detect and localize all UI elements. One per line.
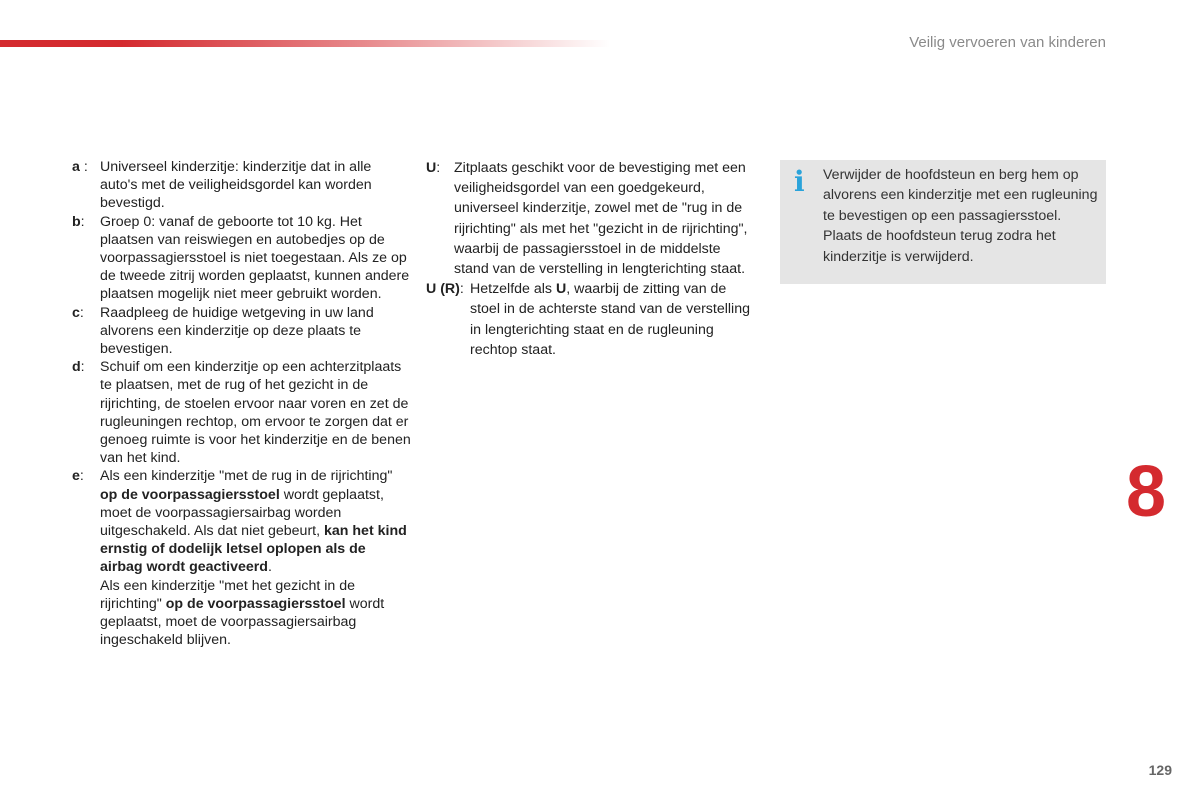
item-key: d:: [72, 359, 85, 376]
info-icon: i: [794, 165, 805, 198]
list-item-u-r: [426, 279, 756, 360]
item-key: b:: [72, 213, 85, 230]
item-text: Universeel kinderzitje: kinderzitje dat in alle auto's met de veiligheidsgordel kan worden bevestigd.: [100, 159, 372, 212]
item-text: Raadpleeg de huidige wetgeving in uw land alvorens een kinderzitje op deze plaats te bevestigen.: [100, 304, 374, 358]
item-text: Zitplaats geschikt voor de bevestiging met een veiligheidsgordel van een goedgekeurd, universeel kinderzitje, zowel met de "rug in de rijrichting" als met het "gezicht in de rijrichting", waarbij de passagiersstoel in de middelste stand van de verstelling in lengterichting staat.: [454, 160, 748, 278]
list-item-d: [72, 358, 412, 467]
middle-column: [426, 158, 756, 360]
page-number: 129: [1148, 762, 1172, 778]
chapter-number: 8: [1126, 452, 1167, 532]
list-item-a: [72, 158, 412, 213]
list-item-e: [72, 467, 412, 649]
item-key: a :: [72, 159, 88, 175]
item-key: e:: [72, 468, 84, 485]
left-column: [72, 158, 412, 649]
item-text: [100, 467, 412, 649]
section-title: Veilig vervoeren van kinderen: [909, 34, 1106, 51]
list-item-u: [426, 158, 756, 279]
item-text: Schuif om een kinderzitje op een achterzitplaats te plaatsen, met de rug of het gezicht in de rijrichting, de stoelen ervoor naar voren en zet de rugleuningen rechtop, om ervoor te zorgen dat er genoeg ruimte is voor het kinderzitje en de benen van het kind.: [100, 359, 411, 467]
airbag-warning-paragraph: Als een kinderzitje "met de rug in de rijrichting" op de voorpassagiersstoel wordt geplaatst, moet de voorpassagiersairbag worden uitgeschakeld. Als dat niet gebeurt, kan het kind ernstig of dodelijk letsel oplopen als de airbag wordt geactiveerd.: [100, 468, 407, 576]
item-text: Hetzelfde als U, waarbij de zitting van de stoel in de achterste stand van de verstelling in lengterichting staat en de rugleuning rechtop staat.: [470, 281, 750, 358]
item-key: U:: [426, 160, 441, 176]
item-text: Groep 0: vanaf de geboorte tot 10 kg. Het plaatsen van reiswiegen en autobedjes op de voorpassagiersstoel is niet toegestaan. Als ze op de tweede zitrij worden geplaatst, kunnen andere plaatsen mogelijk niet meer gebruikt worden.: [100, 213, 410, 303]
list-item-c: [72, 304, 412, 359]
item-key: c:: [72, 304, 84, 321]
airbag-enabled-paragraph: Als een kinderzitje "met het gezicht in de rijrichting" op de voorpassagiersstoel wordt geplaatst, moet de voorpassagiersairbag ingeschakeld blijven.: [100, 577, 385, 649]
info-box: [780, 160, 1106, 284]
info-text: Verwijder de hoofdsteun en berg hem op alvorens een kinderzitje met een rugleuning te bevestigen op een passagiersstoel. Plaats de hoofdsteun terug zodra het kinderzitje is verwijderd.: [823, 167, 1098, 265]
header-accent-bar: [0, 40, 610, 47]
item-key: U (R):: [426, 281, 464, 298]
list-item-b: [72, 213, 412, 304]
